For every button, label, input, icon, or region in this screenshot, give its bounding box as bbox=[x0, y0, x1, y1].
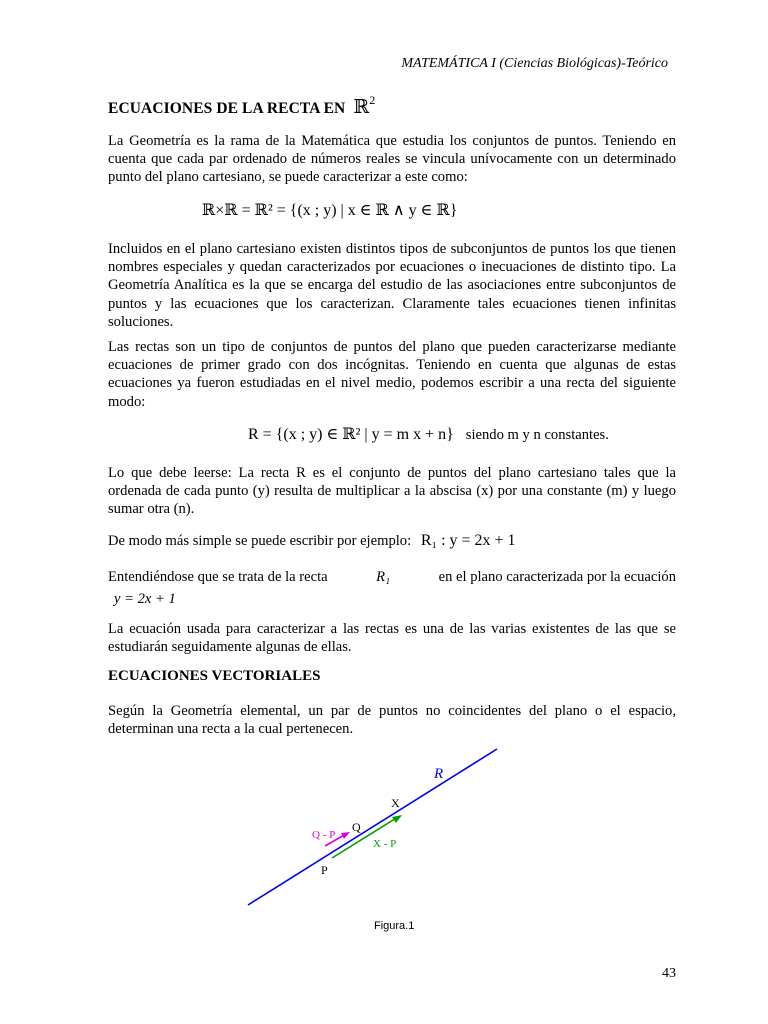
paragraph-elementary-geometry: Según la Geometría elemental, un par de puntos no coincidentes del plano o el espacio, determinan una recta a la cual pertenecen. bbox=[108, 703, 676, 738]
paragraph-subsets: Incluidos en el plano cartesiano existen distintos tipos de subconjuntos de puntos los que tienen nombres especiales y quedan caracterizados por ecuaciones o inecuaciones de distinto tipo. La Geometría Analítica es la que se encarga del estudio de las asociaciones entre subconjuntos de puntos y las ecuaciones que los caracterizan. Claramente tales ecuaciones tienen infinitas soluciones. bbox=[108, 241, 676, 330]
formula-equation: y = 2x + 1 bbox=[114, 591, 176, 608]
label-r: R bbox=[434, 766, 444, 782]
title-exponent: 2 bbox=[369, 93, 376, 107]
title-text: ECUACIONES DE LA RECTA EN bbox=[108, 100, 346, 118]
section-title: ECUACIONES VECTORIALES bbox=[108, 668, 321, 684]
label-x-minus-p: X - P bbox=[373, 838, 397, 850]
paragraph-example-text: De modo más simple se puede escribir por ejemplo: bbox=[108, 533, 412, 549]
paragraph-intro: La Geometría es la rama de la Matemática que estudia los conjuntos de puntos. Teniendo en cuenta que cada par ordenado de números reales se vincula unívocamente con un determinado punto del plano cartesiano, se puede caracterizar a este como: bbox=[108, 133, 676, 186]
title-set-symbol: ℝ bbox=[353, 96, 370, 119]
paragraph-understood-a: Entendiéndose que se trata de la recta bbox=[108, 569, 328, 585]
label-q: Q bbox=[352, 820, 361, 834]
formula-example: R₁ : y = 2x + 1 bbox=[420, 532, 516, 549]
running-header: MATEMÁTICA I (Ciencias Biológicas)-Teórico bbox=[401, 56, 668, 71]
paragraph-understood-b: en el plano caracterizada por la ecuación bbox=[438, 569, 676, 585]
paragraph-reading: Lo que debe leerse: La recta R es el conjunto de puntos del plano cartesiano tales que la ordenada de cada punto (y) resulta de multiplicar a la abscisa (x) por una constante (m) y luego sumar otra (n). bbox=[108, 465, 676, 518]
line-r bbox=[248, 749, 497, 905]
paragraph-equation-types: La ecuación usada para caracterizar a las rectas es una de las varias existentes de las que se estudiarán seguidamente algunas de ellas. bbox=[108, 621, 676, 656]
formula-line-name: R₁ bbox=[376, 569, 391, 585]
formula-line-set-suffix: siendo m y n constantes. bbox=[465, 427, 609, 443]
page-number: 43 bbox=[662, 966, 676, 981]
figure-caption: Figura.1 bbox=[374, 920, 415, 932]
arrowhead-q-minus-p bbox=[341, 832, 350, 839]
formula-line-set-expr: R = {(x ; y) ∈ ℝ² | y = m x + n} bbox=[248, 426, 454, 443]
formula-plane-definition: ℝ×ℝ = ℝ² = {(x ; y) | x ∈ ℝ ∧ y ∈ ℝ} bbox=[202, 202, 458, 219]
label-x: X bbox=[391, 796, 400, 810]
paragraph-lines: Las rectas son un tipo de conjuntos de puntos del plano que pueden caracterizarse mediante ecuaciones de primer grado con dos incógnitas. Teniendo en cuenta que algunas de estas ecuaciones ya fueron estudiadas en el nivel medio, podemos escribir a una recta del siguiente modo: bbox=[108, 339, 676, 410]
label-q-minus-p: Q - P bbox=[312, 829, 336, 841]
label-p: P bbox=[321, 863, 328, 877]
arrowhead-x-minus-p bbox=[392, 815, 402, 823]
